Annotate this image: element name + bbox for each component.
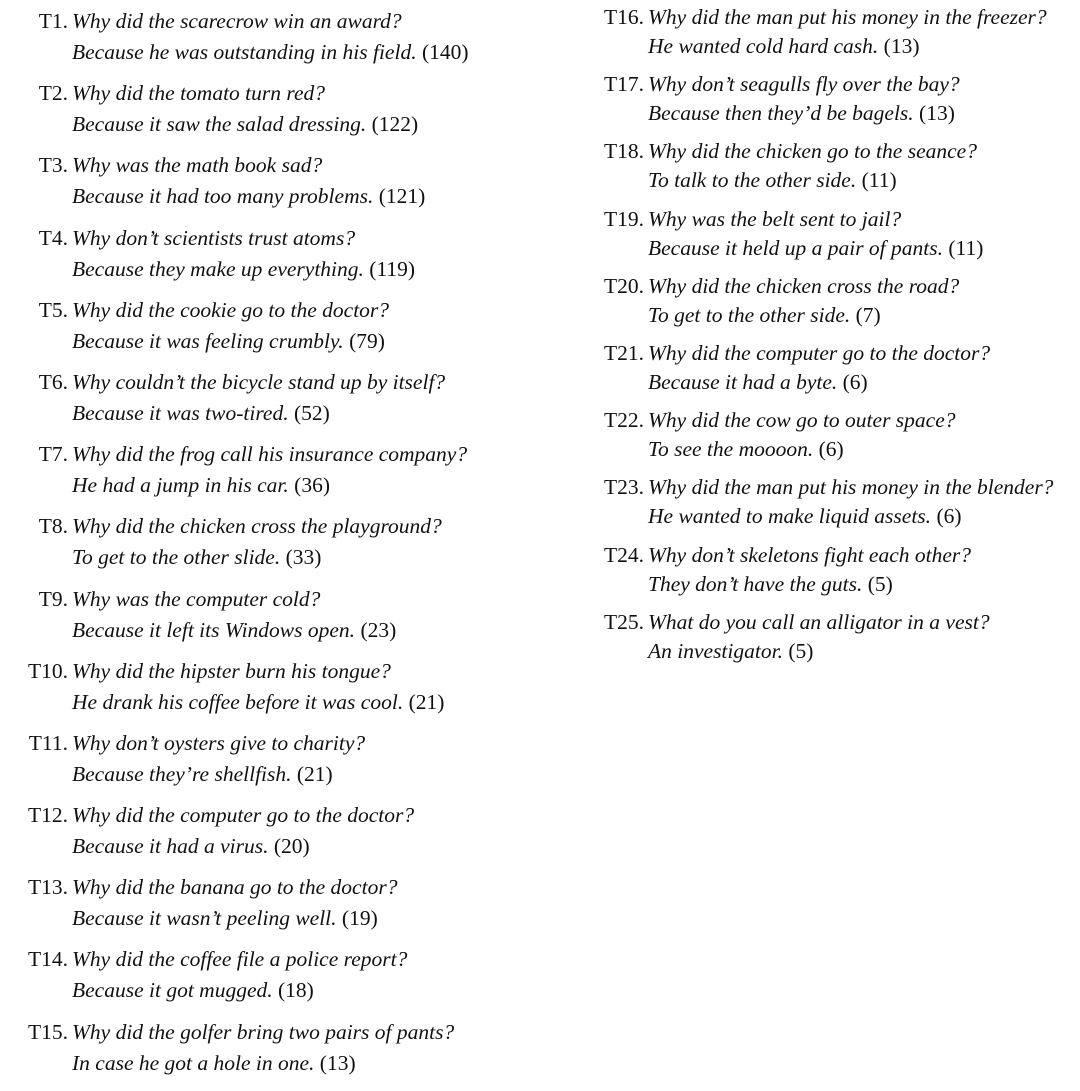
joke-answer-line <box>72 181 560 212</box>
joke-id: T2. <box>38 81 68 106</box>
joke-question: Why did the cow go to outer space? <box>648 408 956 433</box>
joke-count: (6) <box>936 504 962 529</box>
joke-answer-line <box>72 615 560 646</box>
joke-question: Why did the chicken cross the road? <box>648 273 960 298</box>
joke-count: (6) <box>818 437 844 462</box>
joke-id: T12. <box>27 803 68 828</box>
joke-answer: Because it got mugged. <box>72 978 273 1003</box>
joke-answer-line <box>648 368 1080 397</box>
joke-question: Why did the banana go to the doctor? <box>72 875 398 900</box>
joke-item <box>0 439 560 511</box>
joke-question: Why did the chicken go to the seance? <box>648 139 977 164</box>
joke-answer: Because it was two-tired. <box>72 400 289 425</box>
joke-question: Why don’t oysters give to charity? <box>72 730 366 755</box>
joke-count: (13) <box>883 34 920 58</box>
joke-id: T19. <box>603 206 644 231</box>
joke-id: T14. <box>27 947 68 972</box>
joke-answer-line <box>72 542 560 573</box>
joke-item <box>575 541 1080 608</box>
joke-item <box>0 728 560 800</box>
joke-question: Why don’t skeletons fight each other? <box>648 542 972 567</box>
joke-item <box>575 205 1080 272</box>
joke-answer-line <box>72 398 560 429</box>
joke-answer: Because it had a byte. <box>648 369 838 394</box>
joke-id: T22. <box>603 408 644 433</box>
joke-answer-line <box>648 234 1080 263</box>
joke-id: T23. <box>603 475 644 500</box>
joke-id: T20. <box>603 273 644 298</box>
joke-answer: To get to the other side. <box>648 302 851 327</box>
joke-answer: He drank his coffee before it was cool. <box>72 689 404 714</box>
joke-answer-line <box>72 903 560 934</box>
joke-count: (5) <box>788 638 814 663</box>
joke-answer: In case he got a hole in one. <box>72 1050 315 1075</box>
joke-answer-line <box>72 109 560 140</box>
joke-id: T21. <box>603 340 644 365</box>
joke-answer-line <box>72 326 560 357</box>
joke-question: Why did the chicken cross the playground? <box>72 514 442 539</box>
joke-answer: Because it was feeling crumbly. <box>72 328 344 353</box>
joke-id: T1. <box>38 9 68 33</box>
joke-answer: Because he was outstanding in his field. <box>72 40 417 64</box>
joke-item <box>0 800 560 872</box>
joke-id: T8. <box>38 514 68 539</box>
joke-id: T25. <box>603 609 644 634</box>
joke-answer: Because it saw the salad dressing. <box>72 112 367 137</box>
joke-item <box>575 137 1080 204</box>
joke-question: Why did the hipster burn his tongue? <box>72 658 391 683</box>
joke-id: T16. <box>603 5 644 29</box>
joke-count: (13) <box>319 1050 356 1075</box>
joke-count: (52) <box>293 400 330 425</box>
joke-answer-line <box>72 254 560 285</box>
joke-answer: He wanted cold hard cash. <box>648 34 879 58</box>
joke-answer-line <box>72 37 560 68</box>
joke-list-right <box>575 3 1080 675</box>
joke-id: T4. <box>38 225 68 250</box>
joke-question: What do you call an alligator in a vest? <box>648 609 990 634</box>
joke-answer: He wanted to make liquid assets. <box>648 504 932 529</box>
joke-answer-line <box>648 502 1080 531</box>
joke-question: Why did the frog call his insurance company? <box>72 442 468 467</box>
joke-answer-line <box>648 301 1080 330</box>
joke-answer-line <box>648 32 1080 61</box>
joke-id: T17. <box>603 72 644 97</box>
joke-count: (21) <box>296 761 333 786</box>
joke-item <box>575 70 1080 137</box>
joke-answer-line <box>648 435 1080 464</box>
joke-count: (11) <box>861 168 897 193</box>
joke-question: Why was the math book sad? <box>72 153 323 178</box>
joke-answer: Because then they’d be bagels. <box>648 101 914 126</box>
joke-question: Why did the man put his money in the blender? <box>648 475 1054 500</box>
joke-answer: Because it had a virus. <box>72 834 269 859</box>
joke-question: Why don’t scientists trust atoms? <box>72 225 356 250</box>
joke-count: (7) <box>855 302 881 327</box>
joke-answer: To see the moooon. <box>648 437 814 462</box>
joke-question: Why don’t seagulls fly over the bay? <box>648 72 960 97</box>
joke-question: Why did the scarecrow win an award? <box>72 9 402 33</box>
joke-item <box>0 78 560 150</box>
joke-count: (18) <box>278 978 314 1003</box>
joke-answer-line <box>72 831 560 862</box>
joke-count: (20) <box>273 834 310 859</box>
joke-item <box>0 223 560 295</box>
joke-answer-line <box>72 759 560 790</box>
joke-count: (36) <box>294 473 330 498</box>
joke-count: (19) <box>341 906 378 931</box>
joke-question: Why did the man put his money in the freezer? <box>648 5 1047 29</box>
joke-item <box>0 150 560 222</box>
joke-item <box>0 511 560 583</box>
joke-question: Why couldn’t the bicycle stand up by itself? <box>72 369 446 394</box>
joke-item <box>0 872 560 944</box>
joke-answer-line <box>648 99 1080 128</box>
joke-id: T3. <box>38 153 68 178</box>
joke-id: T15. <box>27 1019 68 1044</box>
joke-id: T6. <box>38 369 68 394</box>
joke-item <box>0 584 560 656</box>
joke-question: Why did the computer go to the doctor? <box>648 340 991 365</box>
joke-count: (13) <box>919 101 955 126</box>
joke-count: (79) <box>349 328 385 353</box>
joke-answer: He had a jump in his car. <box>72 473 289 498</box>
joke-item <box>575 3 1080 70</box>
joke-answer-line <box>72 975 560 1006</box>
joke-answer: Because it wasn’t peeling well. <box>72 906 337 931</box>
joke-item <box>0 367 560 439</box>
joke-answer: Because they make up everything. <box>72 256 364 281</box>
joke-answer: Because it left its Windows open. <box>72 617 356 642</box>
joke-count: (23) <box>360 617 397 642</box>
joke-item <box>575 339 1080 406</box>
joke-id: T7. <box>38 442 68 467</box>
joke-item <box>0 6 560 78</box>
joke-id: T10. <box>27 658 68 683</box>
joke-item <box>0 656 560 728</box>
joke-answer: An investigator. <box>648 638 783 663</box>
joke-count: (33) <box>285 545 322 570</box>
joke-answer-line <box>72 1048 560 1079</box>
joke-count: (5) <box>867 571 893 596</box>
joke-id: T5. <box>38 297 68 322</box>
joke-question: Why did the coffee file a police report? <box>72 947 408 972</box>
joke-count: (119) <box>369 256 416 281</box>
joke-item <box>0 1017 560 1089</box>
joke-item <box>0 944 560 1016</box>
joke-count: (21) <box>408 689 445 714</box>
joke-list-left <box>0 6 560 1089</box>
joke-answer: To talk to the other side. <box>648 168 857 193</box>
joke-item <box>575 608 1080 675</box>
joke-answer-line <box>648 637 1080 666</box>
joke-answer-line <box>72 687 560 718</box>
joke-count: (11) <box>948 235 984 260</box>
joke-answer: To get to the other slide. <box>72 545 281 570</box>
joke-count: (6) <box>842 369 868 394</box>
joke-answer-line <box>72 470 560 501</box>
joke-answer: Because they’re shellfish. <box>72 761 292 786</box>
joke-id: T11. <box>28 730 68 755</box>
joke-answer-line <box>648 570 1080 599</box>
joke-item <box>575 473 1080 540</box>
joke-id: T13. <box>27 875 68 900</box>
joke-id: T24. <box>603 542 644 567</box>
joke-item <box>0 295 560 367</box>
joke-question: Why did the cookie go to the doctor? <box>72 297 390 322</box>
joke-item <box>575 406 1080 473</box>
joke-count: (122) <box>371 112 419 137</box>
joke-count: (121) <box>378 184 426 209</box>
joke-answer: Because it had too many problems. <box>72 184 374 209</box>
joke-id: T9. <box>38 586 68 611</box>
joke-question: Why did the computer go to the doctor? <box>72 803 415 828</box>
joke-id: T18. <box>603 139 644 164</box>
joke-question: Why did the golfer bring two pairs of pants? <box>72 1019 455 1044</box>
joke-answer: They don’t have the guts. <box>648 571 863 596</box>
joke-answer-line <box>648 166 1080 195</box>
joke-question: Why was the computer cold? <box>72 586 321 611</box>
joke-count: (140) <box>421 40 469 64</box>
joke-question: Why did the tomato turn red? <box>72 81 325 106</box>
joke-question: Why was the belt sent to jail? <box>648 206 902 231</box>
joke-item <box>575 272 1080 339</box>
joke-answer: Because it held up a pair of pants. <box>648 235 943 260</box>
